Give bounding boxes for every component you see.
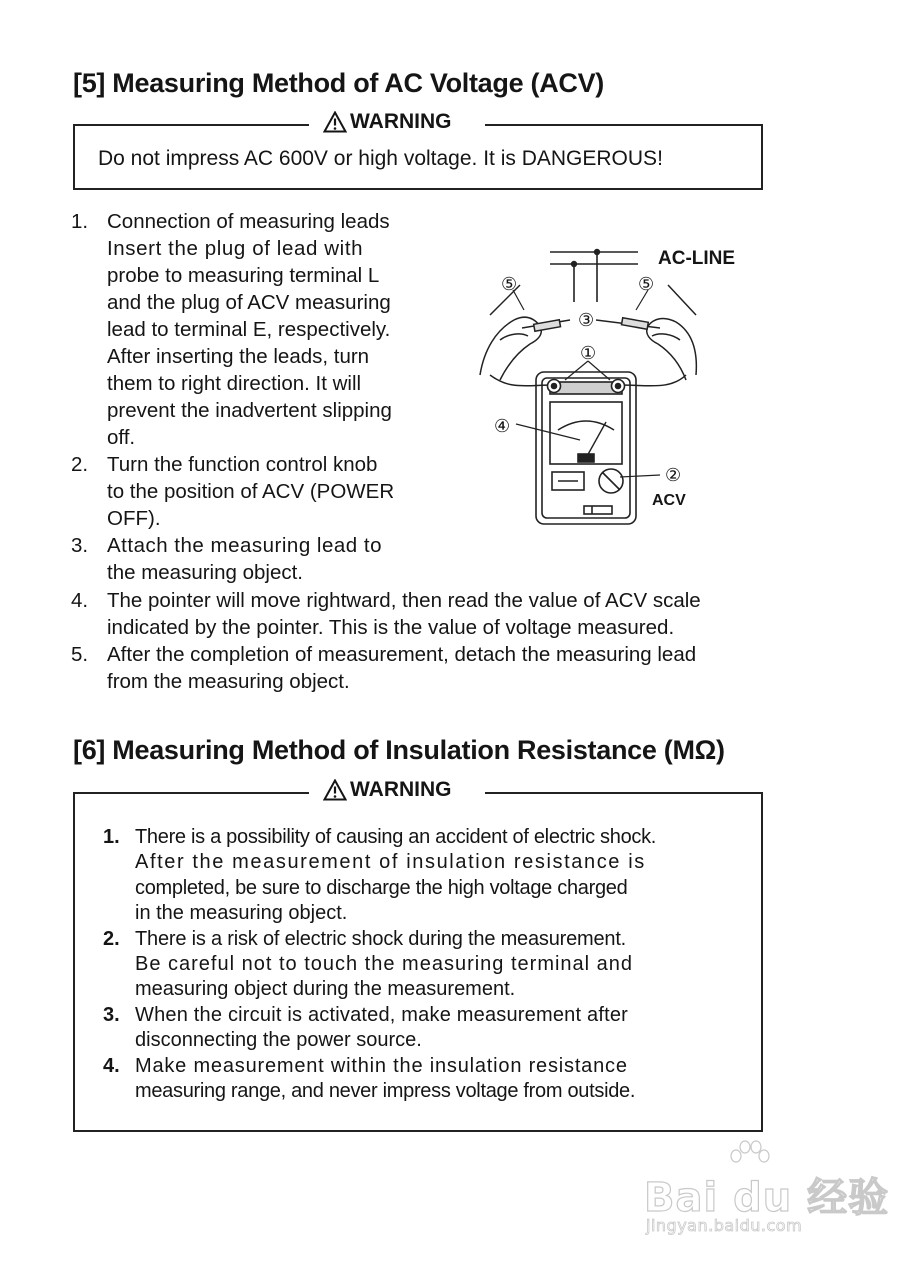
acv-label: ACV xyxy=(652,492,686,509)
callout-4: ④ xyxy=(494,416,511,436)
section6-heading: [6] Measuring Method of Insulation Resistance (MΩ) xyxy=(73,735,725,765)
watermark-url: jingyan.baidu.com xyxy=(646,1216,803,1235)
list-item: 1. Connection of measuring leads Insert the plug of lead with probe to measuring terminal L and the plug of ACV measuring lead to terminal E, respectively. After inserting the leads, turn them to right direction. It will prevent the inadvertent slipping off. xyxy=(71,210,392,449)
section6-warning-list xyxy=(103,825,753,1104)
right-hand-probe xyxy=(596,285,696,380)
list-item: 3. When the circuit is activated, make measurement after disconnecting the power source. xyxy=(103,1003,629,1052)
ac-line-label: AC-LINE xyxy=(658,248,736,269)
ac-line-wires xyxy=(550,250,638,302)
list-item: 3. Attach the measuring lead to the measuring object. xyxy=(71,534,382,584)
callout-2: ② xyxy=(665,465,682,485)
list-item: 5. After the completion of measurement, detach the measuring lead from the measuring object. xyxy=(71,643,697,693)
callout-3: ③ xyxy=(578,310,595,330)
warning-text: Do not impress AC 600V or high voltage. It is DANGEROUS! xyxy=(98,147,663,170)
insulation-tester xyxy=(536,372,636,524)
baidu-watermark xyxy=(640,1140,890,1250)
list-item: 1. There is a possibility of causing an accident of electric shock. After the measurement of insulation resistance is completed, be sure to discharge the high voltage charged in the measuring object. xyxy=(103,826,657,925)
list-item: 2. There is a risk of electric shock during the measurement. Be careful not to touch the measuring terminal and measuring object during the measurement. xyxy=(103,927,634,1001)
callout-1: ① xyxy=(580,343,597,363)
section5-heading: [5] Measuring Method of AC Voltage (ACV) xyxy=(73,68,604,98)
list-item: 4. The pointer will move rightward, then read the value of ACV scale indicated by the pointer. This is the value of voltage measured. xyxy=(71,589,701,639)
left-hand-probe xyxy=(480,285,570,380)
acv-connection-diagram xyxy=(470,240,760,535)
section5-steps-wide xyxy=(71,587,771,695)
callout-5-left: ⑤ xyxy=(501,274,518,294)
warning-label: WARNING xyxy=(350,110,452,133)
warning-label: WARNING xyxy=(350,778,452,801)
section6-warning-box xyxy=(73,793,763,1132)
list-item: 2. Turn the function control knob to the position of ACV (POWER OFF). xyxy=(71,453,395,530)
callout-5-right: ⑤ xyxy=(638,274,655,294)
list-item: 4. Make measurement within the insulation resistance measuring range, and never impress voltage from outside. xyxy=(103,1054,636,1103)
section5-steps-narrow xyxy=(71,208,441,586)
watermark-brand: Bai du 经验 xyxy=(644,1175,890,1221)
section5-warning-box xyxy=(73,125,763,190)
